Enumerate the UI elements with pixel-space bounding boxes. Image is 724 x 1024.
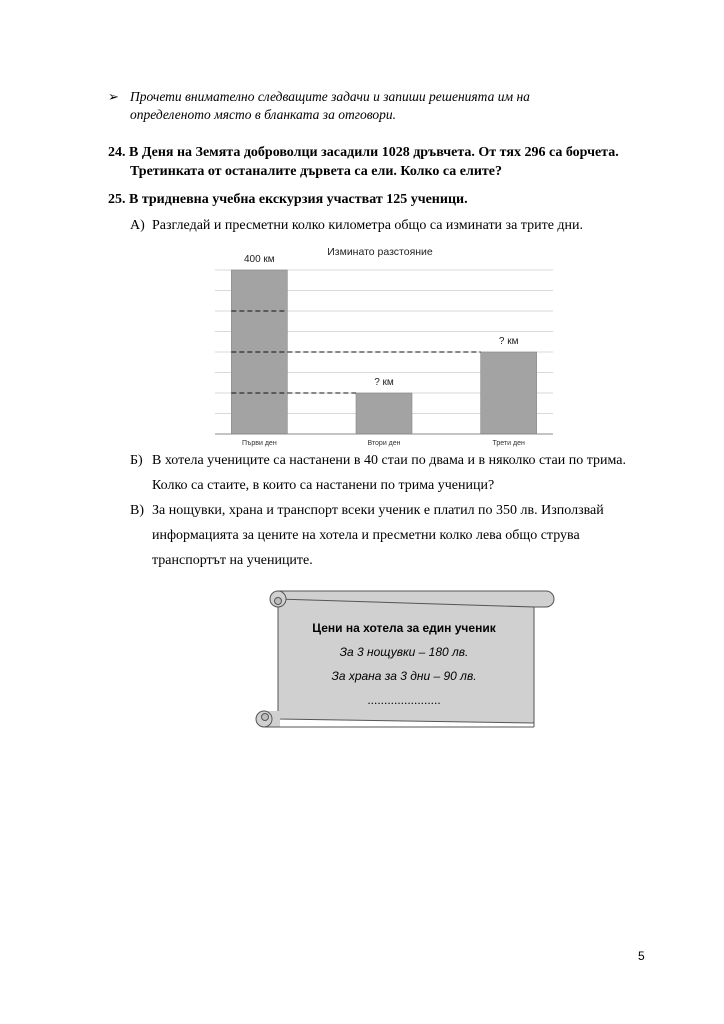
subtask-b-label: Б) (130, 453, 143, 468)
chart-title: Изминато разстояние (327, 246, 433, 258)
subtask-a-text: Разгледай и пресметни колко километра общо са изминати за трите дни. (152, 218, 584, 233)
hotel-price-food: За храна за 3 дни – 90 лв. (331, 669, 477, 683)
subtask-v (130, 498, 640, 573)
hotel-price-nights: За 3 нощувки – 180 лв. (339, 645, 469, 659)
task-25-title: 25. В тридневна учебна екскурзия участват 125 ученици. (108, 192, 468, 207)
chart-data-label: 400 км (243, 254, 275, 265)
bullet-arrow-icon: ➢ (108, 89, 119, 104)
chart-category-label: Втори ден (367, 440, 401, 447)
page-number: 5 (638, 949, 645, 963)
chart-data-label: ? км (498, 336, 519, 347)
chart-bar (481, 352, 537, 434)
subtask-v-label: В) (130, 503, 144, 518)
instruction-text: Прочети внимателно следващите задачи и запиши решенията им на определеното място в бланката за отговори. (130, 89, 530, 122)
subtask-b-text: В хотела учениците са настанени в 40 стаи по двама и в няколко стаи по трима. Колко са стаите, в които са настанени по трима ученици? (152, 453, 626, 493)
task-24 (108, 143, 668, 181)
task-24-line2: Третинката от останалите дървета са ели. Колко са елите? (130, 164, 502, 179)
subtask-b (130, 448, 630, 498)
chart-bar (356, 393, 412, 434)
subtask-a (130, 213, 650, 238)
hotel-price-title: Цени на хотела за един ученик (312, 621, 496, 635)
hotel-price-blank: ...................... (367, 693, 441, 707)
chart-category-label: Първи ден (241, 440, 277, 447)
subtask-v-text: За нощувки, храна и транспорт всеки ученик е платил по 350 лв. Използвай информацията за цените на хотела и пресметни колко лева общо струва транспортът на учениците. (152, 503, 604, 568)
subtask-a-label: А) (130, 218, 145, 233)
distance-bar-chart (205, 254, 565, 450)
chart-category-label: Трети ден (492, 440, 525, 447)
task-24-line1: 24. В Деня на Земята доброволци засадили 1028 дръвчета. От тях 296 са борчета. (108, 145, 619, 160)
hotel-price-scroll (250, 585, 560, 733)
chart-data-label: ? км (374, 377, 394, 388)
